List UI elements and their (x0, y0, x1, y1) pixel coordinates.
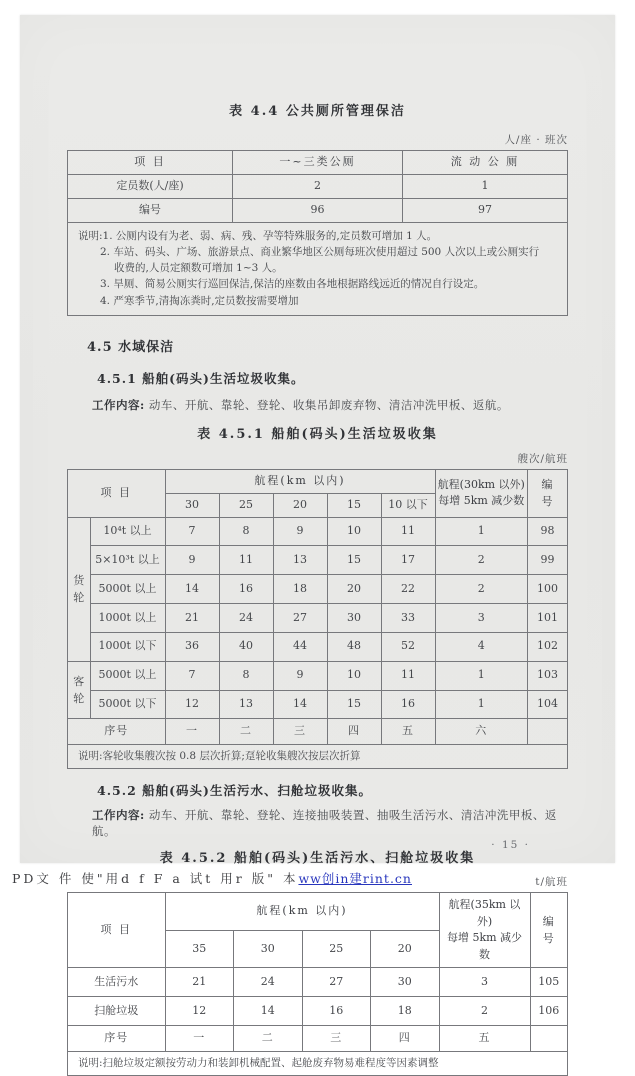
cell-value: 18 (273, 575, 327, 604)
work-content-label: 工作内容: (92, 808, 145, 823)
cell-value: 27 (273, 604, 327, 633)
row-label: 编号 (68, 198, 233, 222)
cell-value: 11 (219, 546, 273, 575)
table-4-5-1 (67, 469, 568, 770)
seq-value: 二 (234, 1026, 303, 1052)
table-row (68, 968, 568, 997)
cell-value: 40 (219, 632, 273, 661)
watermark-link[interactable]: ww创in建rint.cn (298, 871, 412, 886)
table-row (68, 575, 568, 604)
note-line: 3. 旱厕、简易公厕实行巡回保洁,保洁的座数由各地根据路线远近的情况自行设定。 (100, 278, 485, 291)
cell-value: 18 (371, 997, 440, 1026)
cell-value: 12 (165, 997, 234, 1026)
cell-value: 14 (165, 575, 219, 604)
cell-value: 14 (234, 997, 303, 1026)
col-header-beyond-line2: 每增 5km 减少数 (438, 494, 525, 508)
col-header-item: 项 目 (68, 151, 233, 175)
col-header-class1-3: 一~三类公厕 (233, 151, 403, 175)
cell-decrement: 4 (435, 632, 528, 661)
cell-value: 16 (219, 575, 273, 604)
group-cargo-text: 货轮 (73, 574, 85, 605)
col-header-25: 25 (219, 493, 273, 517)
col-header-item: 项 目 (68, 893, 166, 968)
cell-value: 13 (219, 690, 273, 719)
col-header-35: 35 (165, 930, 234, 968)
table-row (68, 517, 568, 546)
cell-value: 12 (165, 690, 219, 719)
seq-value: 三 (302, 1026, 371, 1052)
col-header-range: 航程(km 以内) (165, 893, 439, 931)
table-4-5-1-unit: 艘次/航班 (517, 452, 568, 465)
work-content-text: 动车、开航、靠轮、登轮、连接抽吸装置、抽吸生活污水、清洁冲洗甲板、返航。 (92, 808, 557, 839)
table-row (68, 174, 568, 198)
col-header-beyond-line1: 航程(30km 以外) (437, 477, 525, 491)
row-label: 5×10³t 以上 (90, 546, 165, 575)
table-row (68, 198, 568, 222)
seq-empty-cell (528, 719, 568, 745)
cell-value: 96 (233, 198, 403, 222)
cell-decrement: 1 (435, 690, 528, 719)
cell-value: 2 (233, 174, 403, 198)
cell-value: 15 (327, 546, 381, 575)
sequence-row (68, 1026, 568, 1052)
note-line: 说明:1. 公厕内设有为老、弱、病、残、孕等特殊服务的,定员数可增加 1 人。 (78, 229, 438, 242)
col-header-beyond (439, 893, 530, 968)
col-header-beyond-line2: 每增 5km 减少数 (446, 931, 523, 961)
col-header-id (528, 469, 568, 517)
cell-id: 98 (528, 517, 568, 546)
cell-id: 106 (530, 997, 568, 1026)
cell-value: 16 (302, 997, 371, 1026)
cell-decrement: 2 (439, 997, 530, 1026)
col-header-10below: 10 以下 (381, 493, 435, 517)
cell-value: 27 (302, 968, 371, 997)
page-number: · 15 · (491, 839, 530, 851)
table-row (68, 690, 568, 719)
pdf-trial-watermark (12, 869, 412, 887)
row-label: 1000t 以下 (90, 632, 165, 661)
work-content-label: 工作内容: (92, 397, 145, 412)
col-header-30: 30 (165, 493, 219, 517)
row-label: 10⁴t 以上 (90, 517, 165, 546)
note-line: 收费的,人员定额数可增加 1~3 人。 (114, 262, 283, 275)
page-content (20, 15, 615, 1076)
seq-value: 四 (371, 1026, 440, 1052)
cell-id: 99 (528, 546, 568, 575)
cell-value: 30 (371, 968, 440, 997)
cell-value: 97 (403, 198, 568, 222)
table-4-4-title: 表 4.4 公共厕所管理保洁 (229, 104, 406, 119)
row-label: 扫舱垃圾 (68, 997, 166, 1026)
col-header-id-text: 编号 (542, 915, 556, 946)
cell-id: 101 (528, 604, 568, 633)
seq-value: 四 (327, 719, 381, 745)
note-line: 4. 严寒季节,清掏冻粪时,定员数按需要增加 (100, 294, 299, 307)
cell-value: 9 (273, 661, 327, 690)
cell-value: 44 (273, 632, 327, 661)
cell-decrement: 1 (435, 517, 528, 546)
col-header-25: 25 (302, 930, 371, 968)
table-notes-row (68, 222, 568, 315)
cell-value: 15 (327, 690, 381, 719)
seq-value: 三 (273, 719, 327, 745)
group-passenger-text: 客轮 (73, 675, 85, 706)
work-content-text: 动车、开航、靠轮、登轮、收集吊卸废弃物、清洁冲洗甲板、返航。 (148, 397, 509, 412)
cell-id: 104 (528, 690, 568, 719)
table-4-5-2-unit: t/航班 (535, 876, 568, 889)
table-4-4-unit: 人/座 · 班次 (504, 134, 568, 146)
cell-value: 9 (273, 517, 327, 546)
cell-value: 48 (327, 632, 381, 661)
row-label: 5000t 以上 (90, 575, 165, 604)
table-4-5-2 (67, 892, 568, 1076)
table-4-5-1-title: 表 4.5.1 船舶(码头)生活垃圾收集 (197, 426, 438, 442)
col-header-15: 15 (327, 493, 381, 517)
cell-value: 30 (327, 604, 381, 633)
row-label: 5000t 以上 (90, 661, 165, 690)
section-4-5-2-heading: 4.5.2 船舶(码头)生活污水、扫舱垃圾收集。 (97, 783, 372, 799)
col-header-beyond (435, 469, 528, 517)
seq-value: 二 (219, 719, 273, 745)
table-notes-row (68, 745, 568, 769)
seq-value: 一 (165, 1026, 234, 1052)
cell-value: 16 (381, 690, 435, 719)
table-4-4 (67, 150, 568, 316)
table-row (68, 632, 568, 661)
seq-value: 六 (435, 719, 528, 745)
col-header-id-text: 编号 (541, 478, 555, 509)
table-row (68, 546, 568, 575)
seq-label: 序号 (68, 719, 166, 745)
group-cargo-label (68, 517, 91, 661)
sequence-row (68, 719, 568, 745)
col-header-id (530, 893, 568, 968)
table-4-5-2-title: 表 4.5.2 船舶(码头)生活污水、扫舱垃圾收集 (159, 851, 476, 867)
col-header-beyond-line1: 航程(35km 以外) (448, 898, 521, 928)
cell-decrement: 1 (435, 661, 528, 690)
seq-value: 五 (439, 1026, 530, 1052)
col-header-30: 30 (234, 930, 303, 968)
section-4-5-1-heading: 4.5.1 船舶(码头)生活垃圾收集。 (97, 370, 305, 386)
cell-decrement: 3 (435, 604, 528, 633)
cell-value: 7 (165, 517, 219, 546)
cell-value: 21 (165, 968, 234, 997)
table-row (68, 151, 568, 175)
cell-value: 52 (381, 632, 435, 661)
table-notes-row (68, 1052, 568, 1076)
table-row (68, 661, 568, 690)
group-passenger-label (68, 661, 91, 719)
cell-value: 20 (327, 575, 381, 604)
col-header-20: 20 (273, 493, 327, 517)
cell-value: 8 (219, 517, 273, 546)
col-header-item: 项 目 (68, 469, 166, 517)
cell-decrement: 2 (435, 546, 528, 575)
cell-value: 24 (219, 604, 273, 633)
seq-value: 五 (381, 719, 435, 745)
table-row (68, 997, 568, 1026)
cell-value: 21 (165, 604, 219, 633)
row-label: 生活污水 (68, 968, 166, 997)
cell-value: 7 (165, 661, 219, 690)
table-row (68, 469, 568, 493)
cell-value: 14 (273, 690, 327, 719)
cell-id: 103 (528, 661, 568, 690)
cell-value: 17 (381, 546, 435, 575)
cell-value: 1 (403, 174, 568, 198)
col-header-range: 航程(km 以内) (165, 469, 435, 493)
cell-value: 22 (381, 575, 435, 604)
seq-empty-cell (530, 1026, 568, 1052)
row-label: 定员数(人/座) (68, 174, 233, 198)
cell-value: 11 (381, 661, 435, 690)
cell-value: 33 (381, 604, 435, 633)
note-line: 2. 车站、码头、广场、旅游景点、商业繁华地区公厕每班次使用超过 500 人次以上或公厕实行 (100, 245, 540, 258)
col-header-20: 20 (371, 930, 440, 968)
cell-value: 9 (165, 546, 219, 575)
table-row (68, 604, 568, 633)
section-4-5-heading: 4.5 水域保洁 (87, 339, 175, 355)
cell-id: 100 (528, 575, 568, 604)
table-row (68, 893, 568, 931)
row-label: 5000t 以下 (90, 690, 165, 719)
cell-value: 36 (165, 632, 219, 661)
cell-id: 102 (528, 632, 568, 661)
cell-decrement: 3 (439, 968, 530, 997)
cell-value: 11 (381, 517, 435, 546)
col-header-mobile: 流 动 公 厕 (403, 151, 568, 175)
cell-decrement: 2 (435, 575, 528, 604)
work-content-4-5-2 (92, 807, 568, 839)
cell-value: 13 (273, 546, 327, 575)
seq-value: 一 (165, 719, 219, 745)
cell-value: 24 (234, 968, 303, 997)
work-content-4-5-1 (92, 397, 568, 413)
table-4-4-notes (68, 222, 568, 315)
cell-id: 105 (530, 968, 568, 997)
table-4-5-2-note: 说明:扫舱垃圾定额按劳动力和装卸机械配置、起舱废弃物易难程度等因素调整 (68, 1052, 568, 1076)
cell-value: 10 (327, 661, 381, 690)
cell-value: 10 (327, 517, 381, 546)
row-label: 1000t 以上 (90, 604, 165, 633)
watermark-text: PD文 件 使"用d f F a 试t 用r 版" 本 (12, 871, 299, 886)
cell-value: 8 (219, 661, 273, 690)
table-4-5-1-note: 说明:客轮收集艘次按 0.8 层次折算;趸轮收集艘次按层次折算 (68, 745, 568, 769)
seq-label: 序号 (68, 1026, 166, 1052)
